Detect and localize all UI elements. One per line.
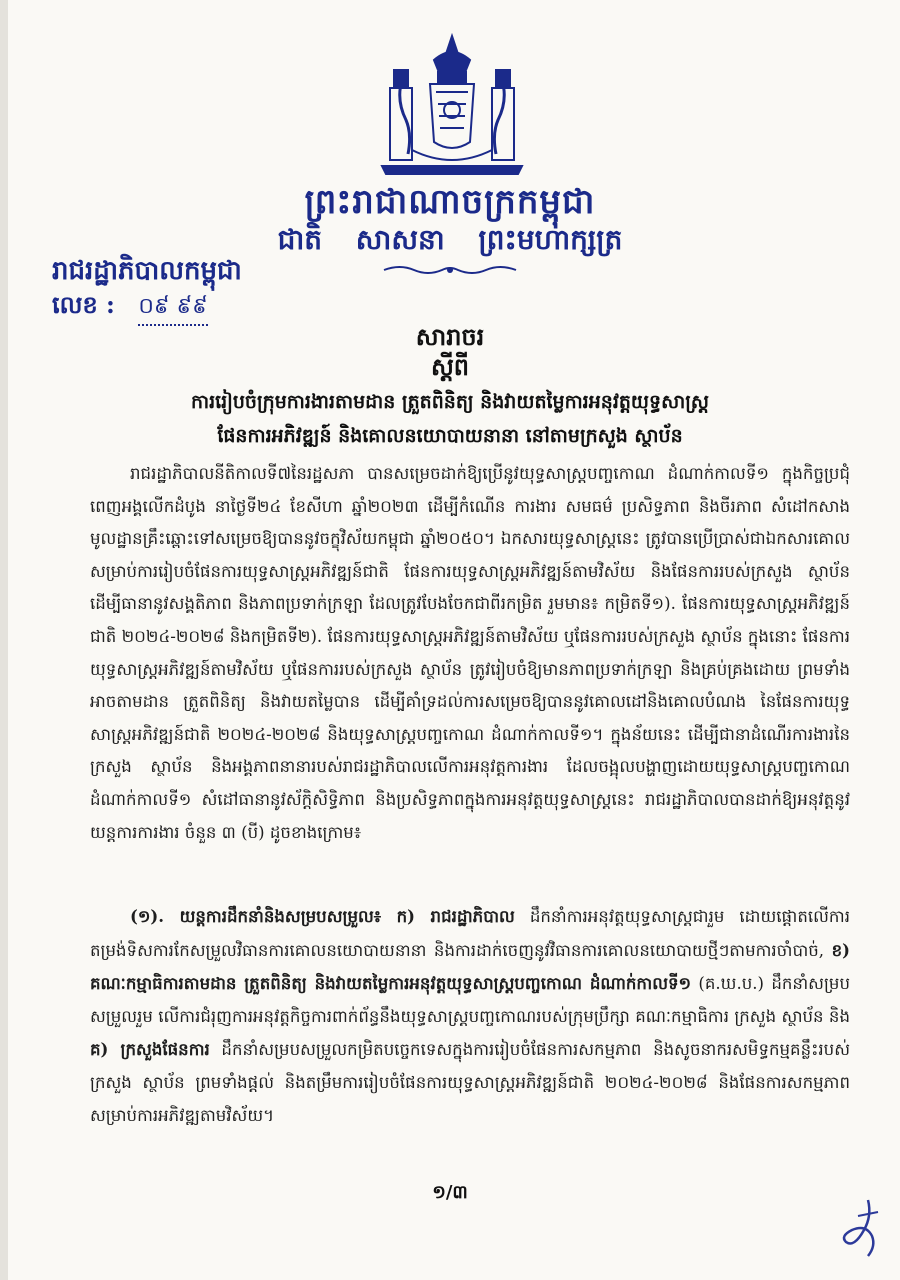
reference-number: ០៩ ៩៩ xyxy=(138,292,208,326)
mechanism-1-heading: (១). យន្តការដឹកនាំនិងសម្របសម្រួល៖ ក) រាជរដ្ឋាភិបាល xyxy=(130,906,515,926)
royal-coat-of-arms-icon xyxy=(372,30,532,178)
mechanism-committee: ខ) គណៈកម្មាធិការតាមដាន ត្រួតពិនិត្យ និងវាយតម្លៃការអនុវត្តយុទ្ធសាស្ត្របញ្ចកោណ ដំណាក់កាលទី១ xyxy=(90,939,850,994)
mechanism-ministry-planning: គ) ក្រសួងផែនការ xyxy=(90,1039,210,1060)
mechanism-1-text: ដឹកនាំការអនុវត្តយុទ្ធសាស្ត្រជារួម ដោយផ្តោតលើការតម្រង់ទិសការកែសម្រួលវិធានការគោលនយោបាយនានា និងការដាក់ចេញនូវវិធានការគោលនយោបាយថ្មីៗតាមការចាំបាច់, xyxy=(90,907,850,960)
kingdom-title: ព្រះរាជាណាចក្រកម្ពុជា xyxy=(304,182,596,222)
handwritten-initials-icon xyxy=(838,1196,884,1262)
subject-line-2: ផែនការអភិវឌ្ឍន៍ និងគោលនយោបាយនានា នៅតាមក្រសួង ស្ថាប័ន xyxy=(217,425,683,447)
mechanism-ministry-text: ដឹកនាំសម្របសម្រួលកម្រិតបច្ចេកទេសក្នុងការរៀបចំផែនការសកម្មភាព និងសូចនាករសមិទ្ធកម្មគន្លឹះរបស់ក្រសួង ស្ថាប័ន ព្រមទាំងផ្តល់ និងតម្រឹមការរៀបចំផែនការយុទ្ធសាស្ត្រអភិវឌ្ឍន៍ជាតិ ២០២៤-២០២៨ និងផែនការសកម្មភាពសម្រាប់ការអភិវឌ្ឍតាមវិស័យ។ xyxy=(90,1040,851,1125)
national-motto: ជាតិ សាសនា ព្រះមហាក្សត្រ xyxy=(277,223,623,256)
page-number: ១/៣ xyxy=(432,1182,468,1203)
document-type: សារាចរ xyxy=(415,322,485,351)
subject-line-1: ការរៀបចំក្រុមការងារតាមដាន ត្រួតពិនិត្យ និងវាយតម្លៃការអនុវត្តយុទ្ធសាស្ត្រ xyxy=(191,391,709,413)
reference-label: លេខ : xyxy=(52,290,115,319)
paragraph-1: រាជរដ្ឋាភិបាលនីតិកាលទី៧នៃរដ្ឋសភា បានសម្រេចដាក់ឱ្យប្រើនូវយុទ្ធសាស្ត្របញ្ចកោណ ដំណាក់កាលទី១ ក្នុងកិច្ចប្រជុំពេញអង្គលើកដំបូង នាថ្ងៃទី២៤ ខែសីហា ឆ្នាំ២០២៣ ដើម្បីកំណើន ការងារ សមធម៌ ប្រសិទ្ធភាព និងចីរភាព សំដៅកសាងមូលដ្ឋានគ្រឹះឆ្ពោះទៅសម្រេចឱ្យបាននូវចក្ខុវិស័យកម្ពុជា ឆ្នាំ២០៥០។ ឯកសារយុទ្ធសាស្ត្រនេះ ត្រូវបានប្រើប្រាស់ជាឯកសារគោលសម្រាប់ការរៀបចំផែនការយុទ្ធសាស្ត្រអភិវឌ្ឍន៍ជាតិ ផែនការយុទ្ធសាស្ត្រអភិវឌ្ឍន៍តាមវិស័យ និងផែនការរបស់ក្រសួង ស្ថាប័ន ដើម្បីធានានូវសង្គតិភាព និងភាពប្រទាក់ក្រឡា ដែលត្រូវបែងចែកជាពីរកម្រិត រួមមាន៖ កម្រិតទី១). ផែនការយុទ្ធសាស្ត្រអភិវឌ្ឍន៍ជាតិ ២០២៤-២០២៨ និងកម្រិតទី២). ផែនការយុទ្ធសាស្ត្រអភិវឌ្ឍន៍តាមវិស័យ ឬផែនការរបស់ក្រសួង ស្ថាប័ន ក្នុងនោះ ផែនការយុទ្ធសាស្ត្រអភិវឌ្ឍន៍តាមវិស័យ ឬផែនការរបស់ក្រសួង ស្ថាប័ន ត្រូវរៀបចំឱ្យមានភាពប្រទាក់ក្រឡា និងគ្រប់គ្រងដោយ ព្រមទាំងអាចតាមដាន ត្រួតពិនិត្យ និងវាយតម្លៃបាន ដើម្បីគាំទ្រដល់ការសម្រេចឱ្យបាននូវគោលដៅនិងគោលបំណង នៃផែនការយុទ្ធសាស្ត្រអភិវឌ្ឍន៍ជាតិ ២០២៤-២០២៨ និងយុទ្ធសាស្ត្របញ្ចកោណ ដំណាក់កាលទី១។ ក្នុងន័យនេះ ដើម្បីជានាដំណើរការងារនៃក្រសួង ស្ថាប័ន និងអង្គភាពនានារបស់រាជរដ្ឋាភិបាលលើការអនុវត្តការងារ ដែលចង្អុលបង្ហាញដោយយុទ្ធសាស្ត្របញ្ចកោណ ដំណាក់កាលទី១ សំដៅធានានូវស័ក្តិសិទ្ធិភាព និងប្រសិទ្ធភាពក្នុងការអនុវត្តយុទ្ធសាស្ត្រនេះ រាជរដ្ឋាភិបាលបានដាក់ឱ្យអនុវត្តនូវយន្តការការងារ ចំនួន ៣ (បី) ដូចខាងក្រោម៖ xyxy=(90,464,850,842)
about-label: ស្តីពី xyxy=(430,352,470,381)
divider-ornament-icon xyxy=(380,262,520,278)
paragraph-2 xyxy=(90,900,850,1132)
government-name: រាជរដ្ឋាភិបាលកម្ពុជា xyxy=(52,256,242,286)
mechanism-committee-text: (គ.ឃ.ប.) ដឹកនាំសម្របសម្រួលរួម លើការជំរុញការអនុវត្តកិច្ចការពាក់ព័ន្ធនឹងយុទ្ធសាស្ត្របញ្ចកោណរបស់ក្រុមប្រឹក្សា គណៈកម្មាធិការ ក្រសួង ស្ថាប័ន និង xyxy=(90,974,850,1026)
